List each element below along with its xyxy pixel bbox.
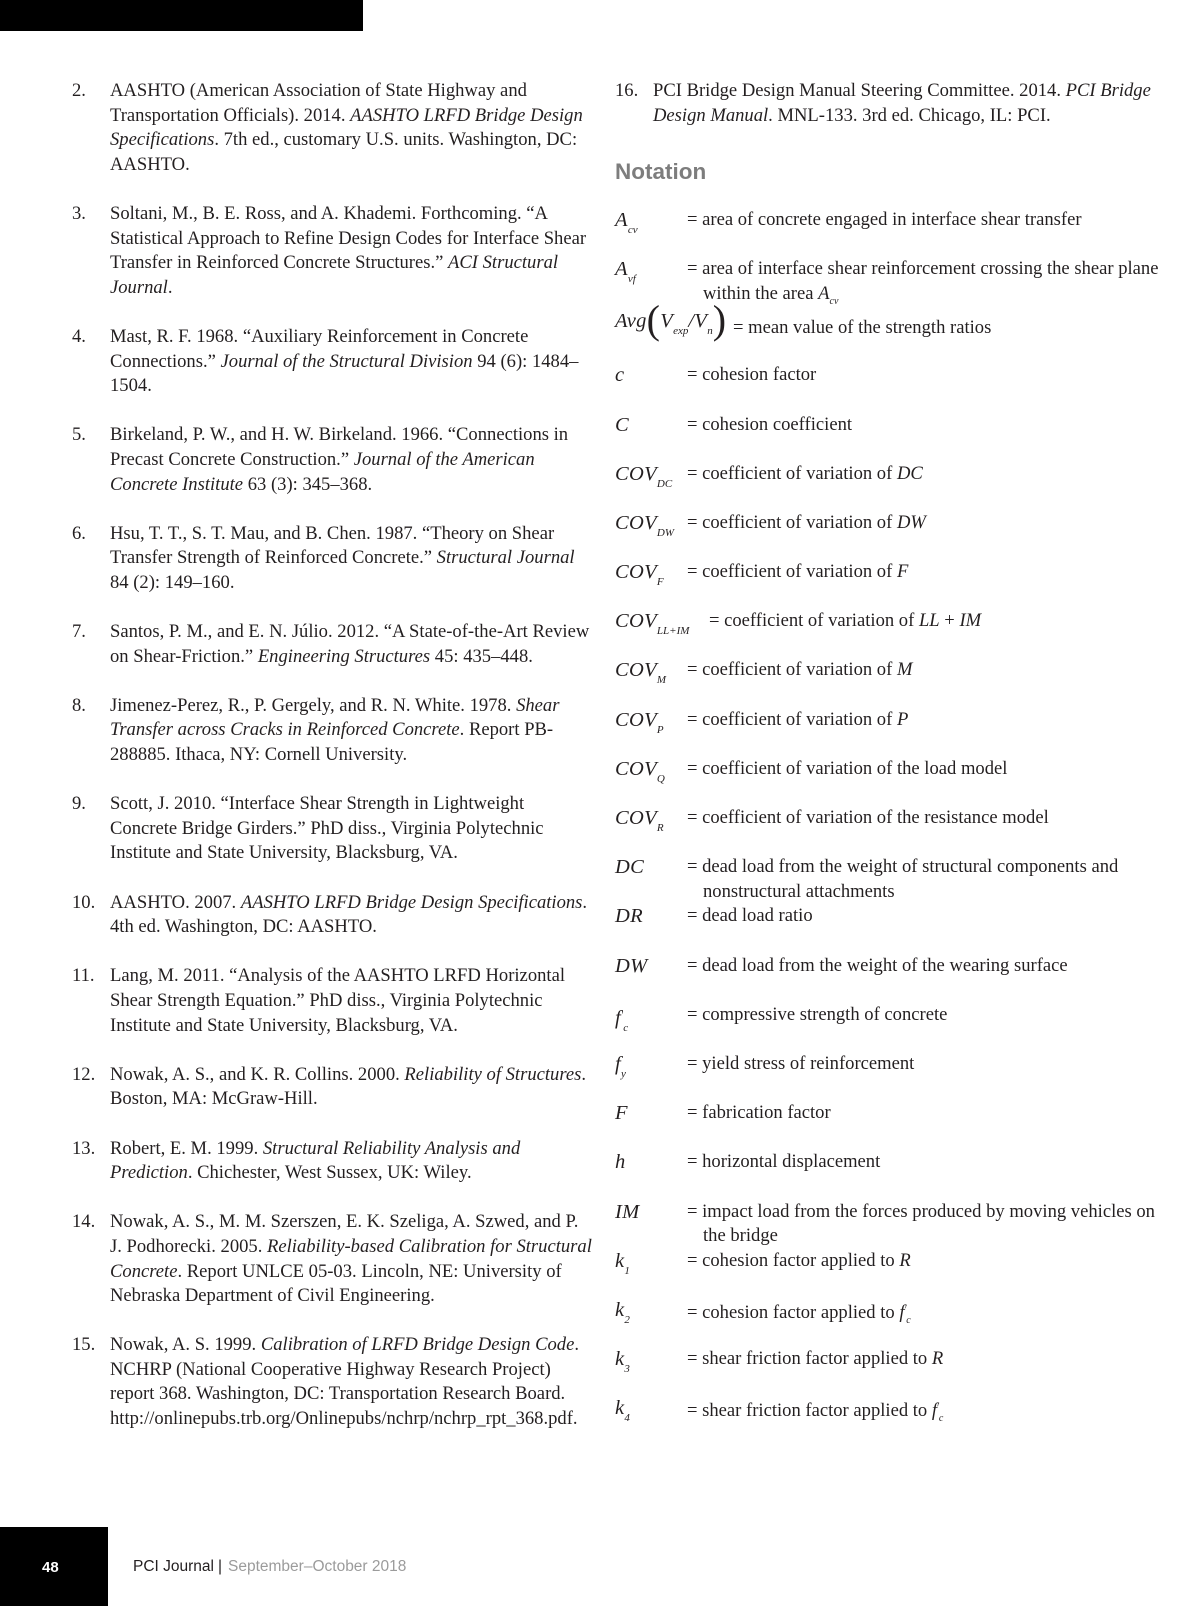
superscript: ′: [937, 1403, 939, 1413]
reference-text: [110, 891, 592, 940]
notation-symbol: [615, 658, 666, 693]
reference-item: [72, 891, 592, 940]
subscript: 4: [624, 1412, 630, 1425]
journal-issue: September–October 2018: [228, 1558, 407, 1575]
notation-heading: Notation: [615, 158, 707, 184]
text-run: = dead load from the weight of structural components and nonstructural attachments: [687, 856, 1119, 902]
text-run: = cohesion factor applied to: [687, 1249, 900, 1271]
reference-text: [110, 1063, 592, 1112]
subscript: DC: [656, 477, 673, 490]
italic-text: LL: [918, 610, 940, 632]
footer-separator: |: [217, 1558, 223, 1575]
reference-text: [653, 79, 1165, 128]
reference-item: [72, 1063, 592, 1112]
notation-symbol: [615, 1101, 628, 1126]
reference-item: [72, 620, 592, 669]
notation-item: [615, 806, 1165, 855]
text-run: . NCHRP (National Cooperative Highway Research Project) report 368. Washington, DC: Transportation Research Board. http://onlinepubs.trb.org/Onlinepubs/nchrp/nchrp_rpt_368.pdf.: [110, 1334, 579, 1430]
notation-item: [615, 462, 1165, 511]
text-run: = coefficient of variation of: [687, 659, 897, 681]
notation-symbol: [615, 1396, 630, 1431]
italic-text: Calibration of LRFD Bridge Design Code: [260, 1334, 575, 1356]
symbol-base: k: [615, 1348, 625, 1371]
symbol-base: f: [615, 1052, 621, 1075]
notation-item: [615, 708, 1165, 757]
notation-definition: [687, 462, 1165, 487]
fraction-slash: /: [688, 310, 695, 333]
symbol-base: COV: [615, 757, 657, 780]
subscript: R: [656, 822, 664, 835]
subscript: DW: [656, 526, 675, 539]
reference-number: 4.: [72, 325, 86, 347]
notation-symbol: [615, 1249, 630, 1284]
notation-item: [615, 609, 1165, 658]
subscript: 1: [624, 1264, 630, 1277]
italic-text: M: [896, 659, 913, 681]
references-column-left: [72, 79, 592, 1456]
subscript: Q: [656, 772, 665, 785]
notation-symbol: [615, 609, 689, 644]
subscript: 3: [624, 1363, 630, 1376]
reference-text: [110, 792, 592, 866]
page-number: 48: [42, 1559, 59, 1576]
italic-text: DW: [896, 511, 926, 533]
notation-symbol: [615, 363, 624, 388]
notation-symbol: [615, 1298, 630, 1333]
notation-definition: [687, 1396, 1165, 1432]
text-run: = cohesion factor applied to: [687, 1301, 900, 1323]
reference-text: [110, 325, 592, 399]
text-run: PCI Bridge Design Manual Steering Committee. 2014.: [653, 80, 1066, 101]
reference-item: [72, 1137, 592, 1186]
notation-symbol: [615, 1003, 628, 1041]
reference-text: [110, 79, 592, 177]
text-run: Robert, E. M. 1999.: [110, 1137, 263, 1159]
reference-number: 6.: [72, 522, 86, 544]
symbol-base: COV: [615, 462, 657, 485]
reference-text: [110, 1333, 592, 1431]
reference-number: 16.: [615, 80, 639, 101]
text-run: 63 (3): 345–368.: [243, 473, 373, 495]
references-continued: [615, 79, 1165, 128]
notation-symbol: [615, 954, 647, 979]
italic-text: AASHTO LRFD Bridge Design Specifications: [240, 891, 583, 913]
text-run: Nowak, A. S. 1999.: [110, 1334, 261, 1356]
notation-symbol: [615, 904, 643, 929]
reference-text: [110, 694, 592, 768]
notation-item: [615, 1101, 1165, 1150]
reference-text: [110, 1137, 592, 1186]
symbol-base: DW: [615, 954, 648, 977]
notation-symbol: [615, 1347, 630, 1382]
fraction: [660, 310, 713, 338]
reference-item: [72, 1333, 592, 1431]
subscript: c: [906, 1314, 911, 1326]
notation-definition: [687, 806, 1165, 831]
notation-definition: = mean value of the strength ratios: [733, 317, 992, 339]
text-run: 45: 435–448.: [430, 645, 533, 667]
symbol-base: COV: [615, 511, 657, 534]
subscript: cv: [829, 295, 839, 307]
left-paren: (: [646, 297, 661, 343]
italic-text: f: [899, 1301, 905, 1323]
text-run: +: [939, 610, 960, 632]
reference-number: 7.: [72, 621, 86, 643]
symbol-base: DC: [615, 856, 645, 879]
italic-text: Journal of the American Concrete Institute: [110, 448, 535, 495]
italic-text: AASHTO LRFD Bridge Design Specifications: [110, 104, 583, 151]
symbol-base: COV: [615, 807, 657, 830]
text-run: = area of concrete engaged in interface shear transfer: [687, 208, 1082, 230]
notation-item: [615, 1150, 1165, 1199]
header-bar: [0, 0, 363, 31]
italic-text: Shear Transfer across Cracks in Reinforced Concrete: [110, 694, 560, 741]
text-run: = dead load from the weight of the wearing surface: [687, 954, 1068, 976]
notation-item: [615, 1396, 1165, 1445]
text-run: = cohesion coefficient: [687, 413, 853, 435]
text-run: Hsu, T. T., S. T. Mau, and B. Chen. 1987. “Theory on Shear Transfer Strength of Reinforced Concrete.”: [110, 522, 555, 569]
italic-text: Reliability of Structures: [404, 1063, 582, 1085]
notation-item: [615, 413, 1165, 462]
reference-text: [110, 423, 592, 497]
notation-symbol: [615, 708, 664, 743]
italic-text: Journal of the Structural Division: [220, 350, 473, 372]
notation-definition: [687, 658, 1165, 683]
subscript: vf: [627, 272, 636, 285]
subscript: F: [656, 576, 664, 589]
text-run: 94 (6): 1484–1504.: [110, 350, 579, 397]
reference-number: 8.: [72, 694, 86, 716]
text-run: Soltani, M., B. E. Ross, and A. Khademi. Forthcoming. “A Statistical Approach to Refine Design Codes for Interface Shear Transfer in Reinforced Concrete Structures.”: [110, 202, 587, 274]
notation-definition: [687, 363, 1165, 388]
fraction-num: V: [660, 310, 674, 333]
text-run: . Report UNLCE 05-03. Lincoln, NE: University of Nebraska Department of Civil Engineering.: [110, 1260, 562, 1307]
notation-definition: [687, 1150, 1165, 1175]
reference-item: [72, 1210, 592, 1308]
symbol-base: h: [615, 1151, 626, 1174]
reference-number: 9.: [72, 793, 86, 815]
notation-symbol: [615, 257, 636, 292]
symbol-base: DR: [615, 905, 643, 928]
journal-name: PCI Journal: [133, 1558, 214, 1575]
text-run: . 4th ed. Washington, DC: AASHTO.: [110, 891, 588, 938]
text-run: Nowak, A. S., M. M. Szerszen, E. K. Szeliga, A. Szwed, and P. J. Podhorecki. 2005.: [110, 1211, 579, 1257]
notation-definition: [687, 560, 1165, 585]
notation-symbol: [615, 297, 727, 344]
notation-item: [615, 1298, 1165, 1347]
italic-text: Engineering Structures: [257, 645, 431, 667]
italic-text: PCI Bridge Design Manual: [653, 80, 1151, 126]
italic-text: IM: [959, 610, 982, 632]
notation-symbol: [615, 1150, 626, 1175]
symbol-base: A: [615, 208, 628, 231]
notation-definition: [687, 954, 1165, 979]
italic-text: R: [931, 1348, 944, 1370]
text-run: . Boston, MA: McGraw-Hill.: [110, 1063, 587, 1110]
italic-text: ACI Structural Journal: [110, 252, 559, 298]
text-run: = coefficient of variation of: [709, 610, 919, 632]
subscript: cv: [627, 223, 638, 236]
italic-text: DC: [896, 462, 923, 484]
reference-text: [110, 202, 592, 300]
italic-text: Reliability-based Calibration for Structural Concrete: [110, 1235, 592, 1282]
notation-definition: [687, 1003, 1165, 1028]
subscript: P: [656, 723, 664, 736]
text-run: = coefficient of variation of the resistance model: [687, 807, 1049, 829]
reference-text: [110, 964, 592, 1038]
notation-item: [615, 1347, 1165, 1396]
notation-definition: [687, 757, 1165, 782]
subscript: y: [621, 1067, 626, 1080]
symbol-base: COV: [615, 708, 657, 731]
italic-text: P: [896, 708, 909, 730]
symbol-base: c: [615, 364, 625, 387]
text-run: = coefficient of variation of: [687, 462, 897, 484]
symbol-base: COV: [615, 659, 657, 682]
reference-item: [72, 964, 592, 1038]
symbol-base: COV: [615, 610, 657, 633]
subscript: exp: [673, 325, 689, 338]
text-run: = area of interface shear reinforcement crossing the shear plane within the area: [687, 257, 1159, 304]
notation-definition: [687, 904, 1165, 929]
fraction-den: V: [694, 310, 708, 333]
reference-item: [72, 792, 592, 866]
notation-item: [615, 208, 1165, 257]
text-run: Mast, R. F. 1968. “Auxiliary Reinforcement in Concrete Connections.”: [110, 325, 529, 372]
text-run: = cohesion factor: [687, 364, 817, 386]
notation-definition: [687, 1347, 1165, 1372]
text-run: AASHTO (American Association of State Highway and Transportation Officials). 2014.: [110, 80, 527, 126]
symbol-base: f: [615, 1006, 621, 1029]
reference-number: 15.: [72, 1334, 96, 1356]
symbol-base: k: [615, 1298, 625, 1321]
italic-text: Structural Reliability Analysis and Prediction: [110, 1137, 521, 1184]
symbol-base: IM: [615, 1200, 640, 1223]
reference-text: [110, 620, 592, 669]
text-run: Nowak, A. S., and K. R. Collins. 2000.: [110, 1063, 405, 1085]
references-column-right: [615, 79, 1165, 1445]
notation-definition: [687, 1101, 1165, 1126]
notation-item: [615, 1249, 1165, 1298]
subscript: c: [938, 1413, 944, 1425]
notation-item: [615, 954, 1165, 1003]
text-run: = compressive strength of concrete: [687, 1003, 948, 1025]
subscript: c: [623, 1021, 629, 1034]
notation-item: [615, 511, 1165, 560]
superscript: ′: [904, 1304, 907, 1314]
notation-definition: [687, 855, 1165, 904]
notation-definition: [687, 511, 1165, 536]
symbol-base: A: [615, 257, 628, 280]
notation-definition: [687, 1249, 1165, 1274]
notation-symbol: [615, 806, 664, 841]
text-run: . 7th ed., customary U.S. units. Washington, DC: AASHTO.: [110, 129, 578, 175]
notation-definition: [709, 609, 1165, 634]
reference-number: 2.: [72, 80, 86, 101]
text-run: = fabrication factor: [687, 1102, 831, 1124]
notation-definition: [687, 413, 1165, 438]
notation-symbol: [615, 413, 629, 438]
reference-number: 5.: [72, 424, 86, 446]
text-run: = horizontal displacement: [687, 1151, 881, 1173]
text-run: Scott, J. 2010. “Interface Shear Strength in Lightweight Concrete Bridge Girders.” PhD diss., Virginia Polytechnic Institute and State University, Blacksburg, VA.: [110, 793, 544, 864]
footer-journal-info: [133, 1558, 406, 1576]
notation-symbol: [615, 462, 672, 497]
notation-definition: [687, 257, 1165, 314]
text-run: Jimenez-Perez, R., P. Gergely, and R. N. White. 1978.: [110, 694, 517, 716]
text-run: = shear friction factor applied to: [687, 1348, 932, 1370]
italic-text: F: [896, 561, 909, 583]
italic-text: R: [899, 1249, 911, 1271]
reference-item: [72, 522, 592, 596]
notation-symbol: [615, 1200, 640, 1225]
reference-number: 11.: [72, 965, 95, 987]
reference-number: 13.: [72, 1137, 96, 1159]
notation-symbol: [615, 560, 664, 595]
italic-text: Structural Journal: [436, 547, 575, 569]
reference-number: 10.: [72, 891, 96, 913]
reference-item: [72, 202, 592, 300]
symbol-base: C: [615, 413, 629, 436]
symbol-base: k: [615, 1397, 625, 1420]
reference-item: [72, 79, 592, 177]
notation-item: [615, 904, 1165, 953]
notation-definition: [687, 1200, 1165, 1249]
notation-item: [615, 560, 1165, 609]
text-run: . Report PB-288885. Ithaca, NY: Cornell University.: [110, 719, 554, 766]
italic-text: f: [931, 1400, 938, 1422]
notation-definition: [687, 208, 1165, 233]
notation-symbol: [615, 511, 674, 546]
reference-item: [72, 325, 592, 399]
notation-symbol: [615, 208, 638, 243]
notation-symbol: [615, 757, 665, 792]
text-run: = yield stress of reinforcement: [687, 1052, 915, 1074]
symbol-base: COV: [615, 561, 657, 584]
notation-definition: [687, 708, 1165, 733]
text-run: .: [167, 276, 173, 298]
reference-number: 3.: [72, 202, 86, 224]
text-run: Santos, P. M., and E. N. Júlio. 2012. “A State-of-the-Art Review on Shear-Friction.”: [110, 621, 590, 667]
text-run: . Chichester, West Sussex, UK: Wiley.: [187, 1162, 472, 1184]
notation-item: [615, 1052, 1165, 1101]
subscript: LL+IM: [656, 625, 690, 638]
notation-symbol: [615, 1052, 626, 1087]
text-run: = coefficient of variation of the load model: [687, 757, 1008, 779]
symbol-base: k: [615, 1249, 625, 1272]
reference-item: [72, 423, 592, 497]
text-run: AASHTO. 2007.: [110, 891, 241, 913]
text-run: = shear friction factor applied to: [687, 1400, 932, 1422]
text-run: 84 (2): 149–160.: [110, 571, 235, 593]
text-run: . MNL-133. 3rd ed. Chicago, IL: PCI.: [768, 104, 1051, 126]
reference-number: 12.: [72, 1063, 96, 1085]
reference-item: [72, 694, 592, 768]
notation-item: [615, 257, 1165, 314]
notation-list: [615, 208, 1165, 1446]
notation-item: [615, 1200, 1165, 1249]
text-run: = dead load ratio: [687, 905, 813, 927]
subscript: n: [707, 325, 713, 338]
right-paren: ): [712, 297, 727, 343]
subscript: M: [656, 674, 667, 687]
text-run: Birkeland, P. W., and H. W. Birkeland. 1966. “Connections in Precast Concrete Construction.”: [110, 424, 569, 470]
notation-item: [615, 1003, 1165, 1052]
reference-number: 14.: [72, 1211, 96, 1233]
text-run: = coefficient of variation of: [687, 561, 897, 583]
reference-text: [110, 522, 592, 596]
text-run: = coefficient of variation of: [687, 708, 897, 730]
notation-symbol: [615, 855, 644, 880]
italic-text: A: [818, 282, 830, 304]
reference-text: [110, 1210, 592, 1308]
subscript: 2: [624, 1313, 630, 1326]
notation-item: [615, 658, 1165, 707]
notation-definition: [687, 1298, 1165, 1334]
notation-item: [615, 855, 1165, 904]
avg-prefix: Avg: [615, 310, 647, 333]
notation-definition: [687, 1052, 1165, 1077]
text-run: = coefficient of variation of: [687, 511, 897, 533]
reference-item: [615, 79, 1165, 128]
notation-item: [615, 363, 1165, 412]
text-run: = impact load from the forces produced by moving vehicles on the bridge: [687, 1200, 1155, 1247]
superscript: ′: [621, 1009, 624, 1020]
symbol-base: F: [615, 1102, 628, 1125]
text-run: Lang, M. 2011. “Analysis of the AASHTO LRFD Horizontal Shear Strength Equation.” PhD diss., Virginia Polytechnic Institute and State University, Blacksburg, VA.: [110, 965, 565, 1036]
notation-item: [615, 757, 1165, 806]
